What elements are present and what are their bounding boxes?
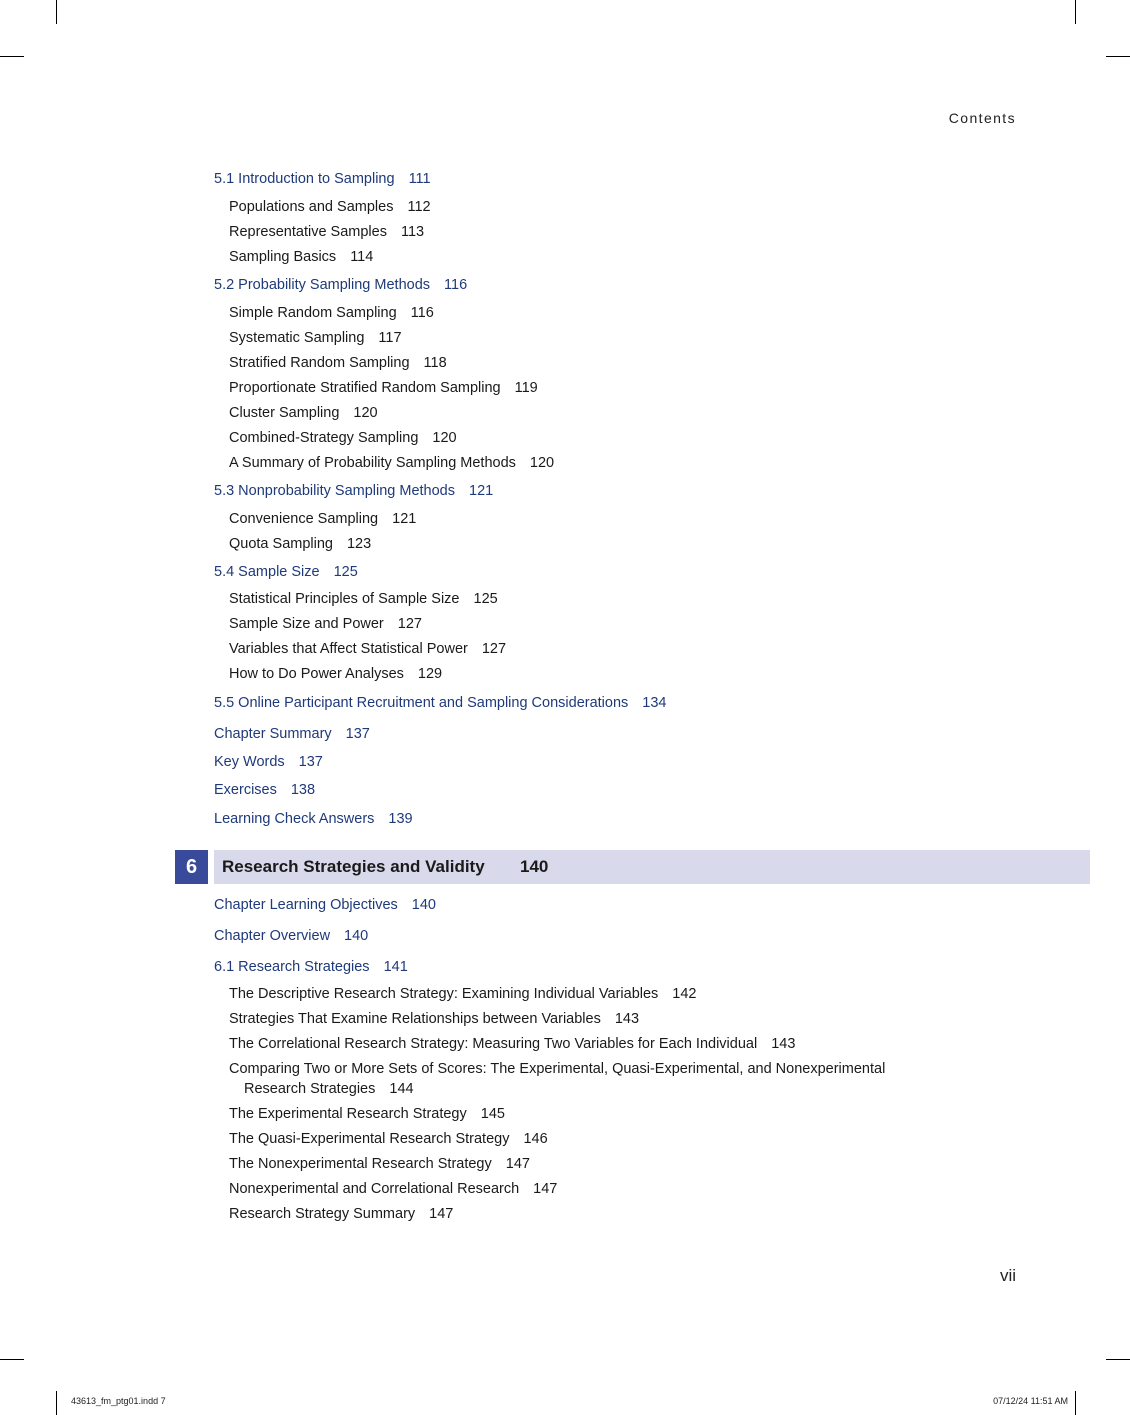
toc-subsection-entry[interactable] bbox=[229, 1061, 885, 1077]
toc-subsection-entry[interactable] bbox=[229, 330, 402, 346]
toc-entry-title: Simple Random Sampling bbox=[229, 305, 397, 321]
toc-entry-title: Proportionate Stratified Random Sampling bbox=[229, 380, 501, 396]
toc-entry-title: Quota Sampling bbox=[229, 536, 333, 552]
toc-entry-title: Key Words bbox=[214, 754, 285, 770]
crop-mark bbox=[1075, 0, 1076, 24]
toc-entry-page: 119 bbox=[514, 380, 538, 396]
toc-entry-page: 118 bbox=[423, 355, 447, 371]
toc-section-entry[interactable] bbox=[214, 171, 431, 187]
toc-entry-title: Variables that Affect Statistical Power bbox=[229, 641, 468, 657]
toc-entry-title: Chapter Overview bbox=[214, 928, 331, 944]
toc-subsection-entry[interactable] bbox=[244, 1081, 414, 1097]
toc-subsection-entry[interactable] bbox=[229, 1206, 453, 1222]
toc-entry-title: Systematic Sampling bbox=[229, 330, 365, 346]
toc-section-entry[interactable] bbox=[214, 754, 323, 770]
toc-entry-page: 147 bbox=[429, 1206, 454, 1222]
toc-section-entry[interactable] bbox=[214, 782, 315, 798]
toc-entry-page: 140 bbox=[411, 897, 436, 913]
toc-entry-page: 116 bbox=[444, 277, 468, 293]
toc-entry-title: 5.5 Online Participant Recruitment and Sampling Considerations bbox=[214, 695, 629, 711]
toc-entry-title: Strategies That Examine Relationships between Variables bbox=[229, 1011, 601, 1027]
toc-subsection-entry[interactable] bbox=[229, 1036, 795, 1052]
crop-mark bbox=[1106, 1359, 1130, 1360]
print-slug-date: 07/12/24 11:51 AM bbox=[993, 1396, 1068, 1406]
toc-subsection-entry[interactable] bbox=[229, 1156, 530, 1172]
toc-subsection-entry[interactable] bbox=[229, 1106, 505, 1122]
toc-subsection-entry[interactable] bbox=[229, 1011, 639, 1027]
toc-entry-title: A Summary of Probability Sampling Methods bbox=[229, 455, 516, 471]
toc-entry-page: 125 bbox=[473, 591, 498, 607]
toc-entry-page: 134 bbox=[642, 695, 667, 711]
toc-section-entry[interactable] bbox=[214, 959, 408, 975]
crop-mark bbox=[56, 0, 57, 24]
toc-entry-title: Populations and Samples bbox=[229, 199, 394, 215]
toc-subsection-entry[interactable] bbox=[229, 380, 538, 396]
toc-entry-page: 140 bbox=[344, 928, 369, 944]
toc-entry-page: 143 bbox=[614, 1011, 640, 1027]
toc-subsection-entry[interactable] bbox=[229, 355, 447, 371]
toc-entry-page: 139 bbox=[388, 811, 413, 827]
toc-entry-title: Stratified Random Sampling bbox=[229, 355, 410, 371]
toc-entry-title: Research Strategies bbox=[244, 1081, 376, 1097]
toc-entry-title: Representative Samples bbox=[229, 224, 387, 240]
toc-entry-title: Sample Size and Power bbox=[229, 616, 384, 632]
toc-entry-title: Cluster Sampling bbox=[229, 405, 340, 421]
crop-mark bbox=[1106, 56, 1130, 57]
toc-entry-title: Research Strategy Summary bbox=[229, 1206, 416, 1222]
toc-entry-title: The Nonexperimental Research Strategy bbox=[229, 1156, 492, 1172]
toc-entry-title: 5.2 Probability Sampling Methods bbox=[214, 277, 431, 293]
toc-subsection-entry[interactable] bbox=[229, 455, 554, 471]
toc-entry-page: 112 bbox=[407, 199, 431, 215]
toc-entry-title: Sampling Basics bbox=[229, 249, 337, 265]
toc-subsection-entry[interactable] bbox=[229, 536, 371, 552]
toc-entry-title: Exercises bbox=[214, 782, 277, 798]
toc-entry-page: 117 bbox=[378, 330, 402, 346]
running-head: Contents bbox=[948, 110, 1016, 126]
toc-entry-page: 120 bbox=[529, 455, 555, 471]
toc-entry-title: 5.1 Introduction to Sampling bbox=[214, 171, 395, 187]
toc-entry-page: 137 bbox=[345, 726, 370, 742]
toc-subsection-entry[interactable] bbox=[229, 224, 424, 240]
toc-entry-page: 121 bbox=[392, 511, 417, 527]
chapter-page-number: 140 bbox=[520, 857, 549, 876]
toc-entry-page: 125 bbox=[333, 564, 358, 580]
toc-subsection-entry[interactable] bbox=[229, 430, 457, 446]
toc-entry-page: 137 bbox=[298, 754, 323, 770]
toc-section-entry[interactable] bbox=[214, 564, 358, 580]
toc-subsection-entry[interactable] bbox=[229, 666, 442, 682]
toc-section-entry[interactable] bbox=[214, 277, 467, 293]
toc-entry-page: 127 bbox=[397, 616, 422, 632]
toc-entry-title: Chapter Summary bbox=[214, 726, 332, 742]
toc-entry-page: 141 bbox=[383, 959, 408, 975]
toc-entry-page: 143 bbox=[771, 1036, 796, 1052]
toc-entry-title: Learning Check Answers bbox=[214, 811, 375, 827]
toc-entry-title: 5.3 Nonprobability Sampling Methods bbox=[214, 483, 455, 499]
toc-subsection-entry[interactable] bbox=[229, 1131, 548, 1147]
page-folio: vii bbox=[999, 1266, 1016, 1285]
toc-entry-page: 121 bbox=[469, 483, 494, 499]
toc-entry-page: 146 bbox=[523, 1131, 548, 1147]
toc-subsection-entry[interactable] bbox=[229, 591, 498, 607]
toc-subsection-entry[interactable] bbox=[229, 405, 378, 421]
toc-entry-title: Comparing Two or More Sets of Scores: The Experimental, Quasi-Experimental, and Nonexperimental bbox=[229, 1061, 886, 1077]
toc-entry-page: 147 bbox=[505, 1156, 530, 1172]
toc-entry-page: 145 bbox=[480, 1106, 505, 1122]
toc-entry-title: How to Do Power Analyses bbox=[229, 666, 404, 682]
crop-mark bbox=[0, 56, 24, 57]
toc-entry-page: 120 bbox=[353, 405, 378, 421]
toc-entry-title: The Descriptive Research Strategy: Examining Individual Variables bbox=[229, 986, 659, 1002]
toc-entry-title: Statistical Principles of Sample Size bbox=[229, 591, 460, 607]
toc-entry-title: 6.1 Research Strategies bbox=[214, 959, 370, 975]
toc-entry-page: 144 bbox=[389, 1081, 414, 1097]
toc-entry-title: The Correlational Research Strategy: Measuring Two Variables for Each Individual bbox=[229, 1036, 758, 1052]
crop-mark bbox=[1075, 1391, 1076, 1415]
chapter-title[interactable]: Research Strategies and Validity bbox=[222, 857, 485, 876]
toc-section-entry[interactable] bbox=[214, 483, 493, 499]
toc-entry-title: The Experimental Research Strategy bbox=[229, 1106, 467, 1122]
toc-subsection-entry[interactable] bbox=[229, 616, 422, 632]
toc-subsection-entry[interactable] bbox=[229, 305, 434, 321]
toc-entry-page: 114 bbox=[350, 249, 374, 265]
print-slug-file: 43613_fm_ptg01.indd 7 bbox=[71, 1396, 166, 1406]
toc-subsection-entry[interactable] bbox=[229, 511, 416, 527]
toc-entry-page: 113 bbox=[400, 224, 425, 240]
toc-section-entry[interactable] bbox=[214, 726, 370, 742]
toc-entry-title: Nonexperimental and Correlational Research bbox=[229, 1181, 520, 1197]
toc-entry-page: 129 bbox=[417, 666, 443, 682]
toc-entry-page: 147 bbox=[533, 1181, 558, 1197]
toc-subsection-entry[interactable] bbox=[229, 199, 431, 215]
toc-section-entry[interactable] bbox=[214, 928, 368, 944]
toc-subsection-entry[interactable] bbox=[229, 249, 373, 265]
toc-entry-title: Chapter Learning Objectives bbox=[214, 897, 398, 913]
toc-entry-page: 127 bbox=[481, 641, 507, 657]
crop-mark bbox=[0, 1359, 24, 1360]
toc-section-entry[interactable] bbox=[214, 811, 413, 827]
toc-entry-page: 123 bbox=[346, 536, 372, 552]
toc-entry-title: Combined-Strategy Sampling bbox=[229, 430, 419, 446]
chapter-number: 6 bbox=[175, 850, 208, 884]
toc-subsection-entry[interactable] bbox=[229, 986, 697, 1002]
toc-section-entry[interactable] bbox=[214, 695, 666, 711]
toc-entry-title: 5.4 Sample Size bbox=[214, 564, 320, 580]
toc-subsection-entry[interactable] bbox=[229, 641, 506, 657]
toc-section-entry[interactable] bbox=[214, 897, 436, 913]
crop-mark bbox=[56, 1391, 57, 1415]
toc-entry-page: 120 bbox=[432, 430, 457, 446]
toc-entry-title: Convenience Sampling bbox=[229, 511, 379, 527]
toc-subsection-entry[interactable] bbox=[229, 1181, 557, 1197]
toc-entry-page: 116 bbox=[410, 305, 434, 321]
toc-entry-page: 111 bbox=[408, 171, 431, 187]
toc-entry-title: The Quasi-Experimental Research Strategy bbox=[229, 1131, 510, 1147]
toc-entry-page: 142 bbox=[672, 986, 697, 1002]
toc-entry-page: 138 bbox=[290, 782, 316, 798]
